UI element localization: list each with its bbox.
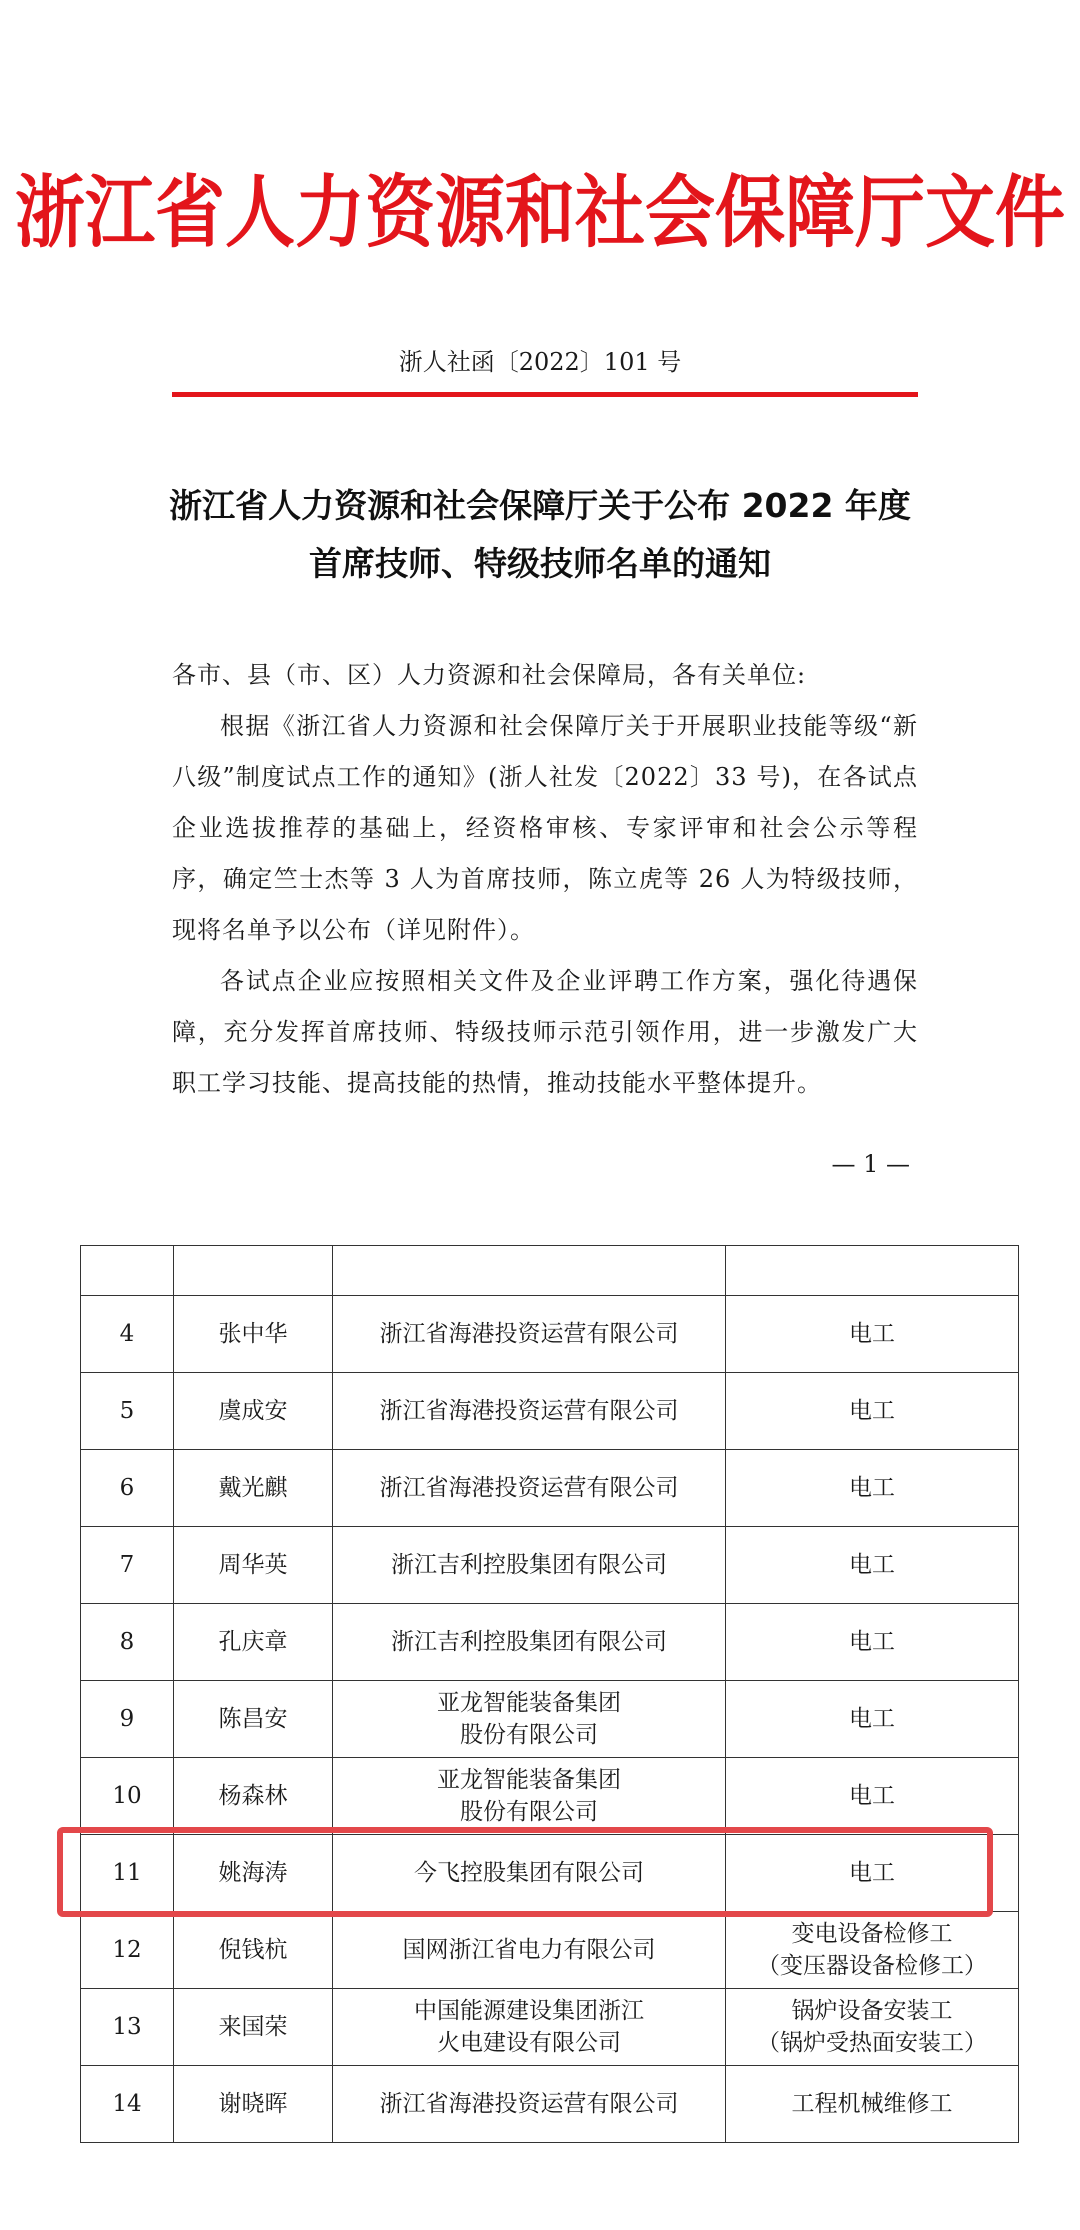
trade-cell-line: 工程机械维修工: [791, 2091, 953, 2117]
paragraph-1: 根据《浙江省人力资源和社会保障厅关于开展职业技能等级“新八级”制度试点工作的通知》(浙人社发〔2022〕33 号)，在各试点企业选拔推荐的基础上，经资格审核、专家评审和社会公示等程序，确定竺士杰等 3 人为首席技师，陈立虎等 26 人为特级技师，现将名单予以公布（详见附件）。: [172, 712, 918, 944]
row-number-cell: 7: [81, 1527, 174, 1604]
issuer-header: 浙江省人力资源和社会保障厅文件: [15, 166, 1065, 259]
table-row: [81, 2066, 1019, 2143]
trade-cell-line: 电工: [849, 1475, 895, 1501]
company-cell: [333, 1373, 726, 1450]
trade-cell: [726, 1835, 1019, 1912]
trade-cell-line: 电工: [849, 1860, 895, 1886]
list-page: [0, 1245, 1080, 2230]
company-cell: [333, 1527, 726, 1604]
name-cell: 来国荣: [174, 1989, 333, 2066]
trade-cell-line: 变电设备检修工: [791, 1921, 953, 1947]
company-cell: [333, 1604, 726, 1681]
name-cell: 虞成安: [174, 1373, 333, 1450]
document-number: 浙人社函〔2022〕101 号: [398, 348, 682, 376]
row-number-cell: 5: [81, 1373, 174, 1450]
name-cell: 姚海涛: [174, 1835, 333, 1912]
company-cell-line: 亚龙智能装备集团: [437, 1767, 621, 1793]
company-cell: [333, 1681, 726, 1758]
notice-body: [172, 650, 918, 1109]
name-cell: 倪钱杭: [174, 1912, 333, 1989]
technician-table: [80, 1245, 1019, 2143]
trade-cell-line: 电工: [849, 1552, 895, 1578]
company-cell-line: 股份有限公司: [460, 1799, 598, 1825]
trade-cell-line: 电工: [849, 1398, 895, 1424]
notice-title: [0, 477, 1080, 593]
company-cell-line: 浙江吉利控股集团有限公司: [391, 1629, 667, 1655]
company-cell-line: 火电建设有限公司: [437, 2030, 621, 2056]
company-cell: [333, 1296, 726, 1373]
trade-cell: [726, 1758, 1019, 1835]
table-row: [81, 1604, 1019, 1681]
company-cell: [333, 1989, 726, 2066]
row-number-cell: 9: [81, 1681, 174, 1758]
table-row: [81, 1912, 1019, 1989]
company-cell-line: 国网浙江省电力有限公司: [402, 1937, 656, 1963]
company-cell-line: 今飞控股集团有限公司: [414, 1860, 644, 1886]
table-row: [81, 1681, 1019, 1758]
row-number-cell: 12: [81, 1912, 174, 1989]
row-number-cell: 8: [81, 1604, 174, 1681]
trade-cell: [726, 1604, 1019, 1681]
company-cell: [333, 1835, 726, 1912]
salutation: 各市、县（市、区）人力资源和社会保障局，各有关单位:: [172, 661, 807, 689]
name-cell: 谢晓晖: [174, 2066, 333, 2143]
trade-cell: [726, 1450, 1019, 1527]
trade-cell: [726, 1296, 1019, 1373]
name-cell: 孔庆章: [174, 1604, 333, 1681]
company-cell: [333, 1912, 726, 1989]
name-cell: 张中华: [174, 1296, 333, 1373]
table-row-partial: [81, 1246, 1019, 1296]
row-number-cell: 10: [81, 1758, 174, 1835]
trade-cell: [726, 1989, 1019, 2066]
row-number-cell: 13: [81, 1989, 174, 2066]
trade-cell: [726, 1527, 1019, 1604]
name-cell: 陈昌安: [174, 1681, 333, 1758]
title-line-1: 浙江省人力资源和社会保障厅关于公布 2022 年度: [169, 486, 911, 525]
company-cell-line: 浙江省海港投资运营有限公司: [379, 1475, 679, 1501]
trade-cell-line: 电工: [849, 1629, 895, 1655]
row-number-cell: 11: [81, 1835, 174, 1912]
row-number-cell: 6: [81, 1450, 174, 1527]
table-row: [81, 1450, 1019, 1527]
company-cell: [333, 2066, 726, 2143]
table-row: [81, 1989, 1019, 2066]
row-number-cell: 4: [81, 1296, 174, 1373]
trade-cell: [726, 1681, 1019, 1758]
title-line-2: 首席技师、特级技师名单的通知: [309, 544, 771, 583]
company-cell-line: 浙江省海港投资运营有限公司: [379, 2091, 679, 2117]
company-cell-line: 浙江省海港投资运营有限公司: [379, 1398, 679, 1424]
company-cell-line: 浙江吉利控股集团有限公司: [391, 1552, 667, 1578]
table-row: [81, 1373, 1019, 1450]
trade-cell: [726, 2066, 1019, 2143]
trade-cell: [726, 1373, 1019, 1450]
table-row: [81, 1527, 1019, 1604]
company-cell-line: 浙江省海港投资运营有限公司: [379, 1321, 679, 1347]
paragraph-2: 各试点企业应按照相关文件及企业评聘工作方案，强化待遇保障，充分发挥首席技师、特级技师示范引领作用，进一步激发广大职工学习技能、提高技能的热情，推动技能水平整体提升。: [172, 967, 918, 1097]
row-number-cell: 14: [81, 2066, 174, 2143]
company-cell-line: 亚龙智能装备集团: [437, 1690, 621, 1716]
table-row: [81, 1835, 1019, 1912]
trade-cell-line: （锅炉受热面安装工）: [757, 2030, 987, 2056]
page-number: — 1 —: [831, 1150, 910, 1178]
name-cell: 周华英: [174, 1527, 333, 1604]
company-cell-line: 中国能源建设集团浙江: [414, 1998, 644, 2024]
company-cell: [333, 1450, 726, 1527]
name-cell: 戴光麒: [174, 1450, 333, 1527]
table-row: [81, 1296, 1019, 1373]
trade-cell-line: 电工: [849, 1321, 895, 1347]
table-row: [81, 1758, 1019, 1835]
red-divider: [172, 392, 918, 397]
trade-cell: [726, 1912, 1019, 1989]
company-cell: [333, 1758, 726, 1835]
trade-cell-line: 电工: [849, 1783, 895, 1809]
trade-cell-line: 电工: [849, 1706, 895, 1732]
trade-cell-line: （变压器设备检修工）: [757, 1953, 987, 1979]
trade-cell-line: 锅炉设备安装工: [791, 1998, 953, 2024]
name-cell: 杨森林: [174, 1758, 333, 1835]
company-cell-line: 股份有限公司: [460, 1722, 598, 1748]
